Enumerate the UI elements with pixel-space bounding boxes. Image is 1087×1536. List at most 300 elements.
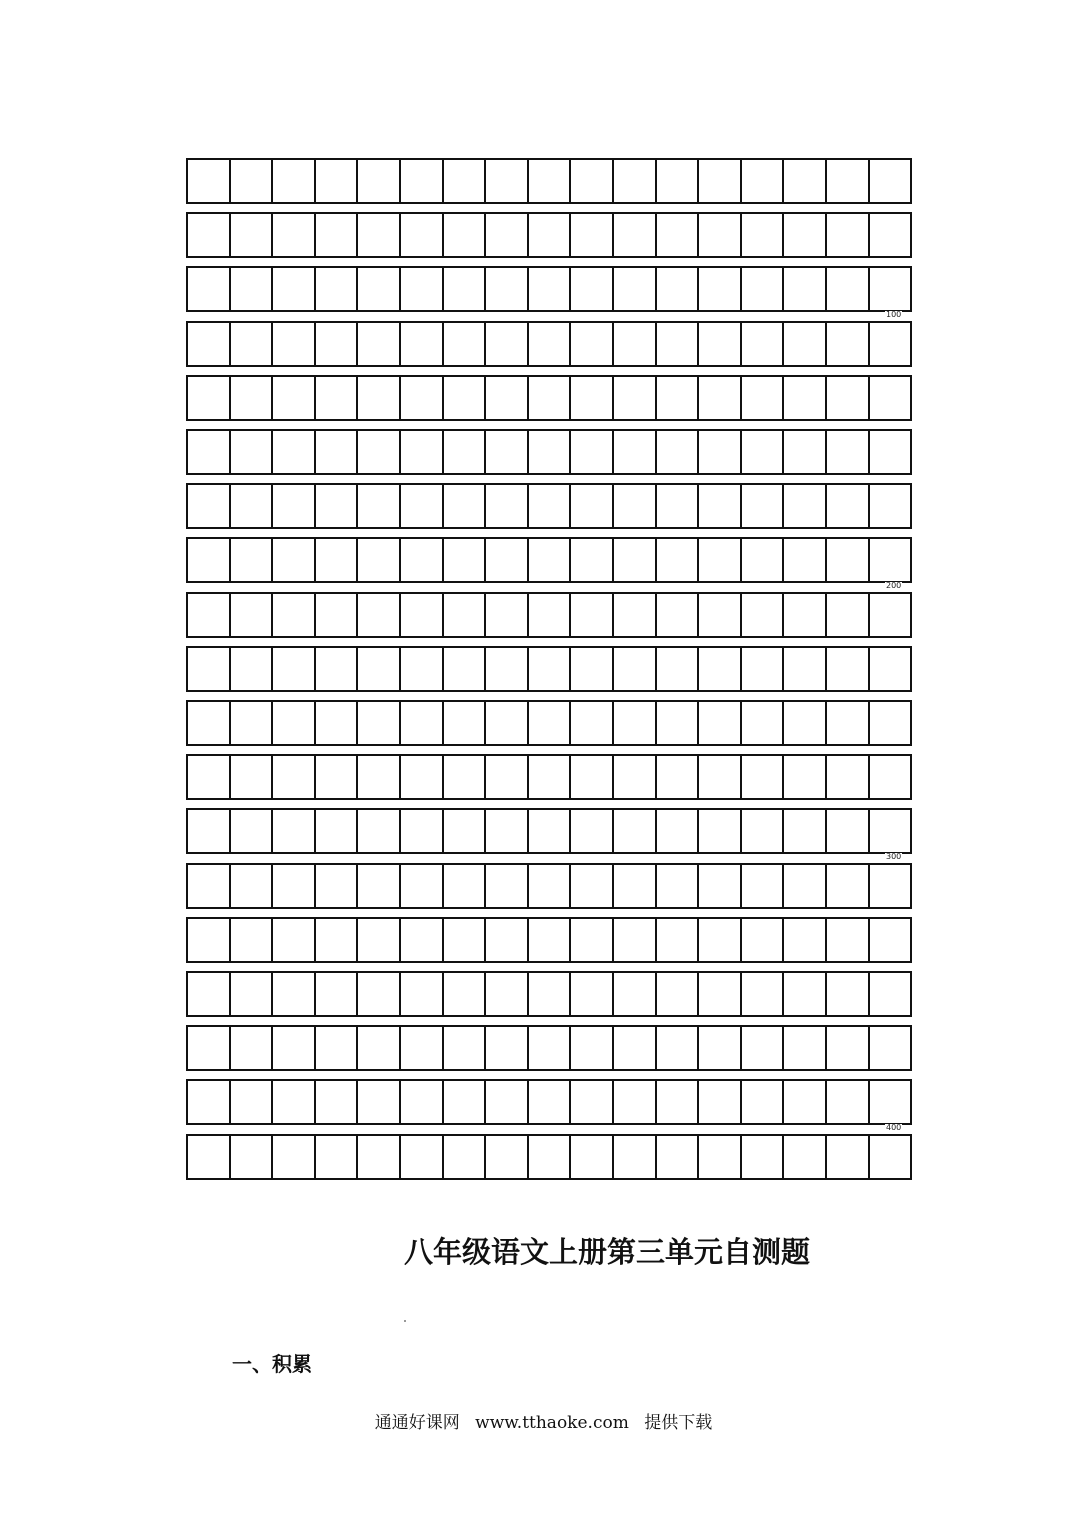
grid-cell[interactable] <box>742 431 785 473</box>
grid-cell[interactable] <box>827 973 870 1015</box>
grid-cell[interactable] <box>444 810 487 852</box>
grid-cell[interactable] <box>486 485 529 527</box>
grid-cell[interactable] <box>188 973 231 1015</box>
grid-cell[interactable] <box>316 756 359 798</box>
grid-cell[interactable] <box>273 1027 316 1069</box>
grid-cell[interactable] <box>571 648 614 690</box>
grid-cell[interactable] <box>358 485 401 527</box>
grid-cell[interactable] <box>699 810 742 852</box>
grid-cell[interactable] <box>273 1136 316 1178</box>
grid-cell[interactable] <box>231 160 274 202</box>
grid-cell[interactable] <box>444 268 487 310</box>
grid-cell[interactable] <box>827 377 870 419</box>
grid-cell[interactable] <box>614 756 657 798</box>
grid-cell[interactable] <box>231 1027 274 1069</box>
grid-cell[interactable] <box>486 323 529 365</box>
grid-cell[interactable] <box>273 648 316 690</box>
grid-cell[interactable] <box>827 323 870 365</box>
grid-cell[interactable] <box>401 1027 444 1069</box>
grid-cell[interactable] <box>614 919 657 961</box>
grid-cell[interactable] <box>827 756 870 798</box>
grid-cell[interactable] <box>657 810 700 852</box>
grid-cell[interactable] <box>188 539 231 581</box>
grid-cell[interactable] <box>358 756 401 798</box>
grid-cell[interactable] <box>401 865 444 907</box>
grid-cell[interactable] <box>699 539 742 581</box>
grid-cell[interactable] <box>486 756 529 798</box>
grid-cell[interactable] <box>486 1081 529 1123</box>
grid-cell[interactable] <box>827 919 870 961</box>
grid-cell[interactable] <box>444 1027 487 1069</box>
grid-cell[interactable] <box>358 539 401 581</box>
grid-cell[interactable] <box>401 919 444 961</box>
grid-cell[interactable] <box>827 1027 870 1069</box>
grid-cell[interactable] <box>571 1136 614 1178</box>
grid-cell[interactable] <box>614 1136 657 1178</box>
grid-cell[interactable] <box>316 431 359 473</box>
grid-cell[interactable] <box>486 865 529 907</box>
grid-cell[interactable] <box>614 1027 657 1069</box>
grid-cell[interactable] <box>231 594 274 636</box>
grid-cell[interactable] <box>870 160 911 202</box>
grid-cell[interactable] <box>401 214 444 256</box>
grid-cell[interactable] <box>529 377 572 419</box>
grid-cell[interactable] <box>827 539 870 581</box>
grid-cell[interactable] <box>699 485 742 527</box>
grid-cell[interactable] <box>614 810 657 852</box>
grid-cell[interactable] <box>358 377 401 419</box>
grid-cell[interactable] <box>784 323 827 365</box>
grid-cell[interactable] <box>742 539 785 581</box>
grid-cell[interactable] <box>742 1027 785 1069</box>
grid-cell[interactable] <box>784 810 827 852</box>
grid-cell[interactable] <box>316 1081 359 1123</box>
grid-cell[interactable] <box>784 1081 827 1123</box>
grid-cell[interactable] <box>401 1081 444 1123</box>
grid-cell[interactable] <box>401 648 444 690</box>
grid-cell[interactable] <box>273 214 316 256</box>
grid-cell[interactable] <box>486 702 529 744</box>
grid-cell[interactable] <box>444 919 487 961</box>
grid-cell[interactable] <box>657 431 700 473</box>
grid-cell[interactable] <box>231 810 274 852</box>
grid-cell[interactable] <box>316 919 359 961</box>
grid-cell[interactable] <box>699 919 742 961</box>
grid-cell[interactable] <box>870 1136 911 1178</box>
grid-cell[interactable] <box>699 377 742 419</box>
grid-cell[interactable] <box>358 919 401 961</box>
grid-cell[interactable] <box>188 865 231 907</box>
grid-cell[interactable] <box>273 865 316 907</box>
grid-cell[interactable] <box>699 702 742 744</box>
grid-cell[interactable] <box>784 702 827 744</box>
grid-cell[interactable] <box>401 539 444 581</box>
grid-cell[interactable] <box>827 1081 870 1123</box>
grid-cell[interactable] <box>529 865 572 907</box>
grid-cell[interactable] <box>784 539 827 581</box>
footer-url[interactable]: www.tthaoke.com <box>475 1413 629 1433</box>
grid-cell[interactable] <box>401 1136 444 1178</box>
grid-cell[interactable] <box>699 214 742 256</box>
grid-cell[interactable] <box>571 919 614 961</box>
grid-cell[interactable] <box>742 810 785 852</box>
grid-cell[interactable] <box>273 756 316 798</box>
grid-cell[interactable] <box>273 1081 316 1123</box>
grid-cell[interactable] <box>358 973 401 1015</box>
grid-cell[interactable] <box>401 377 444 419</box>
grid-cell[interactable] <box>358 1027 401 1069</box>
grid-cell[interactable] <box>742 594 785 636</box>
grid-cell[interactable] <box>188 268 231 310</box>
grid-cell[interactable] <box>614 648 657 690</box>
grid-cell[interactable] <box>188 1136 231 1178</box>
grid-cell[interactable] <box>870 702 911 744</box>
grid-cell[interactable] <box>231 648 274 690</box>
grid-cell[interactable] <box>657 865 700 907</box>
grid-cell[interactable] <box>486 377 529 419</box>
grid-cell[interactable] <box>231 323 274 365</box>
grid-cell[interactable] <box>358 702 401 744</box>
grid-cell[interactable] <box>273 973 316 1015</box>
grid-cell[interactable] <box>699 594 742 636</box>
grid-cell[interactable] <box>273 702 316 744</box>
grid-cell[interactable] <box>444 1136 487 1178</box>
grid-cell[interactable] <box>784 268 827 310</box>
grid-cell[interactable] <box>657 648 700 690</box>
grid-cell[interactable] <box>657 702 700 744</box>
grid-cell[interactable] <box>486 973 529 1015</box>
grid-cell[interactable] <box>358 1081 401 1123</box>
grid-cell[interactable] <box>273 268 316 310</box>
grid-cell[interactable] <box>529 919 572 961</box>
grid-cell[interactable] <box>571 702 614 744</box>
grid-cell[interactable] <box>827 214 870 256</box>
grid-cell[interactable] <box>316 377 359 419</box>
grid-cell[interactable] <box>231 377 274 419</box>
grid-cell[interactable] <box>657 323 700 365</box>
grid-cell[interactable] <box>316 160 359 202</box>
grid-cell[interactable] <box>273 539 316 581</box>
grid-cell[interactable] <box>870 973 911 1015</box>
grid-cell[interactable] <box>784 485 827 527</box>
grid-cell[interactable] <box>486 431 529 473</box>
grid-cell[interactable] <box>614 268 657 310</box>
grid-cell[interactable] <box>870 377 911 419</box>
grid-cell[interactable] <box>188 485 231 527</box>
grid-cell[interactable] <box>870 919 911 961</box>
grid-cell[interactable] <box>742 973 785 1015</box>
grid-cell[interactable] <box>657 1136 700 1178</box>
grid-cell[interactable] <box>188 377 231 419</box>
grid-cell[interactable] <box>316 702 359 744</box>
grid-cell[interactable] <box>358 810 401 852</box>
grid-cell[interactable] <box>486 1027 529 1069</box>
grid-cell[interactable] <box>784 160 827 202</box>
grid-cell[interactable] <box>614 377 657 419</box>
grid-cell[interactable] <box>316 648 359 690</box>
grid-cell[interactable] <box>401 594 444 636</box>
grid-cell[interactable] <box>529 756 572 798</box>
grid-cell[interactable] <box>273 810 316 852</box>
grid-cell[interactable] <box>486 268 529 310</box>
grid-cell[interactable] <box>188 648 231 690</box>
grid-cell[interactable] <box>742 214 785 256</box>
grid-cell[interactable] <box>316 539 359 581</box>
grid-cell[interactable] <box>358 431 401 473</box>
grid-cell[interactable] <box>273 431 316 473</box>
grid-cell[interactable] <box>486 810 529 852</box>
grid-cell[interactable] <box>231 1081 274 1123</box>
grid-cell[interactable] <box>571 865 614 907</box>
grid-cell[interactable] <box>614 702 657 744</box>
grid-cell[interactable] <box>444 594 487 636</box>
grid-cell[interactable] <box>358 214 401 256</box>
grid-cell[interactable] <box>614 1081 657 1123</box>
grid-cell[interactable] <box>401 268 444 310</box>
grid-cell[interactable] <box>401 702 444 744</box>
grid-cell[interactable] <box>188 431 231 473</box>
grid-cell[interactable] <box>827 1136 870 1178</box>
grid-cell[interactable] <box>614 485 657 527</box>
grid-cell[interactable] <box>614 323 657 365</box>
grid-cell[interactable] <box>699 323 742 365</box>
grid-cell[interactable] <box>699 431 742 473</box>
grid-cell[interactable] <box>571 756 614 798</box>
grid-cell[interactable] <box>870 594 911 636</box>
grid-cell[interactable] <box>358 323 401 365</box>
grid-cell[interactable] <box>571 431 614 473</box>
grid-cell[interactable] <box>358 268 401 310</box>
grid-cell[interactable] <box>571 594 614 636</box>
grid-cell[interactable] <box>827 268 870 310</box>
grid-cell[interactable] <box>444 160 487 202</box>
grid-cell[interactable] <box>699 1027 742 1069</box>
grid-cell[interactable] <box>231 1136 274 1178</box>
grid-cell[interactable] <box>870 214 911 256</box>
grid-cell[interactable] <box>614 594 657 636</box>
grid-cell[interactable] <box>188 323 231 365</box>
grid-cell[interactable] <box>188 810 231 852</box>
grid-cell[interactable] <box>614 865 657 907</box>
grid-cell[interactable] <box>784 919 827 961</box>
grid-cell[interactable] <box>870 268 911 310</box>
grid-cell[interactable] <box>273 485 316 527</box>
grid-cell[interactable] <box>699 865 742 907</box>
grid-cell[interactable] <box>231 539 274 581</box>
grid-cell[interactable] <box>699 268 742 310</box>
grid-cell[interactable] <box>870 865 911 907</box>
grid-cell[interactable] <box>742 377 785 419</box>
grid-cell[interactable] <box>657 214 700 256</box>
grid-cell[interactable] <box>188 214 231 256</box>
grid-cell[interactable] <box>784 1136 827 1178</box>
grid-cell[interactable] <box>571 377 614 419</box>
grid-cell[interactable] <box>657 268 700 310</box>
grid-cell[interactable] <box>827 431 870 473</box>
grid-cell[interactable] <box>699 1136 742 1178</box>
grid-cell[interactable] <box>188 756 231 798</box>
grid-cell[interactable] <box>614 973 657 1015</box>
grid-cell[interactable] <box>742 1136 785 1178</box>
grid-cell[interactable] <box>529 1027 572 1069</box>
grid-cell[interactable] <box>870 756 911 798</box>
grid-cell[interactable] <box>444 539 487 581</box>
grid-cell[interactable] <box>657 973 700 1015</box>
grid-cell[interactable] <box>827 702 870 744</box>
grid-cell[interactable] <box>614 214 657 256</box>
grid-cell[interactable] <box>614 431 657 473</box>
grid-cell[interactable] <box>401 810 444 852</box>
grid-cell[interactable] <box>699 973 742 1015</box>
grid-cell[interactable] <box>529 648 572 690</box>
grid-cell[interactable] <box>401 485 444 527</box>
grid-cell[interactable] <box>358 648 401 690</box>
grid-cell[interactable] <box>529 539 572 581</box>
grid-cell[interactable] <box>742 160 785 202</box>
grid-cell[interactable] <box>742 485 785 527</box>
grid-cell[interactable] <box>870 1081 911 1123</box>
grid-cell[interactable] <box>827 160 870 202</box>
grid-cell[interactable] <box>486 214 529 256</box>
grid-cell[interactable] <box>870 323 911 365</box>
grid-cell[interactable] <box>444 485 487 527</box>
grid-cell[interactable] <box>273 594 316 636</box>
grid-cell[interactable] <box>742 865 785 907</box>
grid-cell[interactable] <box>444 1081 487 1123</box>
grid-cell[interactable] <box>486 539 529 581</box>
grid-cell[interactable] <box>529 1081 572 1123</box>
grid-cell[interactable] <box>401 323 444 365</box>
grid-cell[interactable] <box>486 160 529 202</box>
grid-cell[interactable] <box>742 323 785 365</box>
grid-cell[interactable] <box>529 810 572 852</box>
grid-cell[interactable] <box>188 594 231 636</box>
grid-cell[interactable] <box>657 594 700 636</box>
grid-cell[interactable] <box>699 160 742 202</box>
grid-cell[interactable] <box>784 377 827 419</box>
grid-cell[interactable] <box>316 323 359 365</box>
grid-cell[interactable] <box>444 648 487 690</box>
grid-cell[interactable] <box>401 431 444 473</box>
grid-cell[interactable] <box>316 973 359 1015</box>
grid-cell[interactable] <box>358 594 401 636</box>
grid-cell[interactable] <box>827 648 870 690</box>
grid-cell[interactable] <box>529 973 572 1015</box>
grid-cell[interactable] <box>188 160 231 202</box>
grid-cell[interactable] <box>316 268 359 310</box>
grid-cell[interactable] <box>784 594 827 636</box>
grid-cell[interactable] <box>784 1027 827 1069</box>
grid-cell[interactable] <box>231 431 274 473</box>
grid-cell[interactable] <box>571 810 614 852</box>
grid-cell[interactable] <box>657 160 700 202</box>
grid-cell[interactable] <box>316 865 359 907</box>
grid-cell[interactable] <box>529 323 572 365</box>
grid-cell[interactable] <box>827 810 870 852</box>
grid-cell[interactable] <box>571 1027 614 1069</box>
grid-cell[interactable] <box>401 160 444 202</box>
grid-cell[interactable] <box>614 539 657 581</box>
grid-cell[interactable] <box>870 810 911 852</box>
grid-cell[interactable] <box>358 160 401 202</box>
grid-cell[interactable] <box>316 810 359 852</box>
grid-cell[interactable] <box>657 539 700 581</box>
grid-cell[interactable] <box>870 648 911 690</box>
grid-cell[interactable] <box>444 702 487 744</box>
grid-cell[interactable] <box>699 1081 742 1123</box>
grid-cell[interactable] <box>784 865 827 907</box>
grid-cell[interactable] <box>657 377 700 419</box>
grid-cell[interactable] <box>827 865 870 907</box>
grid-cell[interactable] <box>231 214 274 256</box>
grid-cell[interactable] <box>529 431 572 473</box>
grid-cell[interactable] <box>827 594 870 636</box>
grid-cell[interactable] <box>486 1136 529 1178</box>
grid-cell[interactable] <box>231 865 274 907</box>
grid-cell[interactable] <box>784 431 827 473</box>
grid-cell[interactable] <box>444 323 487 365</box>
grid-cell[interactable] <box>316 594 359 636</box>
grid-cell[interactable] <box>870 1027 911 1069</box>
grid-cell[interactable] <box>401 973 444 1015</box>
grid-cell[interactable] <box>529 1136 572 1178</box>
grid-cell[interactable] <box>188 1081 231 1123</box>
grid-cell[interactable] <box>571 323 614 365</box>
grid-cell[interactable] <box>870 431 911 473</box>
grid-cell[interactable] <box>614 160 657 202</box>
grid-cell[interactable] <box>571 214 614 256</box>
grid-cell[interactable] <box>529 594 572 636</box>
grid-cell[interactable] <box>444 431 487 473</box>
grid-cell[interactable] <box>571 268 614 310</box>
grid-cell[interactable] <box>273 919 316 961</box>
grid-cell[interactable] <box>870 539 911 581</box>
grid-cell[interactable] <box>657 756 700 798</box>
grid-cell[interactable] <box>401 756 444 798</box>
grid-cell[interactable] <box>571 160 614 202</box>
grid-cell[interactable] <box>742 756 785 798</box>
grid-cell[interactable] <box>529 214 572 256</box>
grid-cell[interactable] <box>188 702 231 744</box>
grid-cell[interactable] <box>316 214 359 256</box>
grid-cell[interactable] <box>529 485 572 527</box>
grid-cell[interactable] <box>742 1081 785 1123</box>
grid-cell[interactable] <box>486 919 529 961</box>
grid-cell[interactable] <box>657 1027 700 1069</box>
grid-cell[interactable] <box>529 268 572 310</box>
grid-cell[interactable] <box>444 377 487 419</box>
grid-cell[interactable] <box>231 268 274 310</box>
grid-cell[interactable] <box>316 1027 359 1069</box>
grid-cell[interactable] <box>188 1027 231 1069</box>
grid-cell[interactable] <box>486 594 529 636</box>
grid-cell[interactable] <box>742 648 785 690</box>
grid-cell[interactable] <box>273 377 316 419</box>
grid-cell[interactable] <box>444 756 487 798</box>
grid-cell[interactable] <box>529 160 572 202</box>
grid-cell[interactable] <box>273 323 316 365</box>
grid-cell[interactable] <box>316 1136 359 1178</box>
grid-cell[interactable] <box>742 268 785 310</box>
grid-cell[interactable] <box>231 702 274 744</box>
grid-cell[interactable] <box>444 214 487 256</box>
grid-cell[interactable] <box>870 485 911 527</box>
grid-cell[interactable] <box>444 865 487 907</box>
grid-cell[interactable] <box>231 973 274 1015</box>
grid-cell[interactable] <box>742 919 785 961</box>
grid-cell[interactable] <box>657 485 700 527</box>
grid-cell[interactable] <box>657 919 700 961</box>
